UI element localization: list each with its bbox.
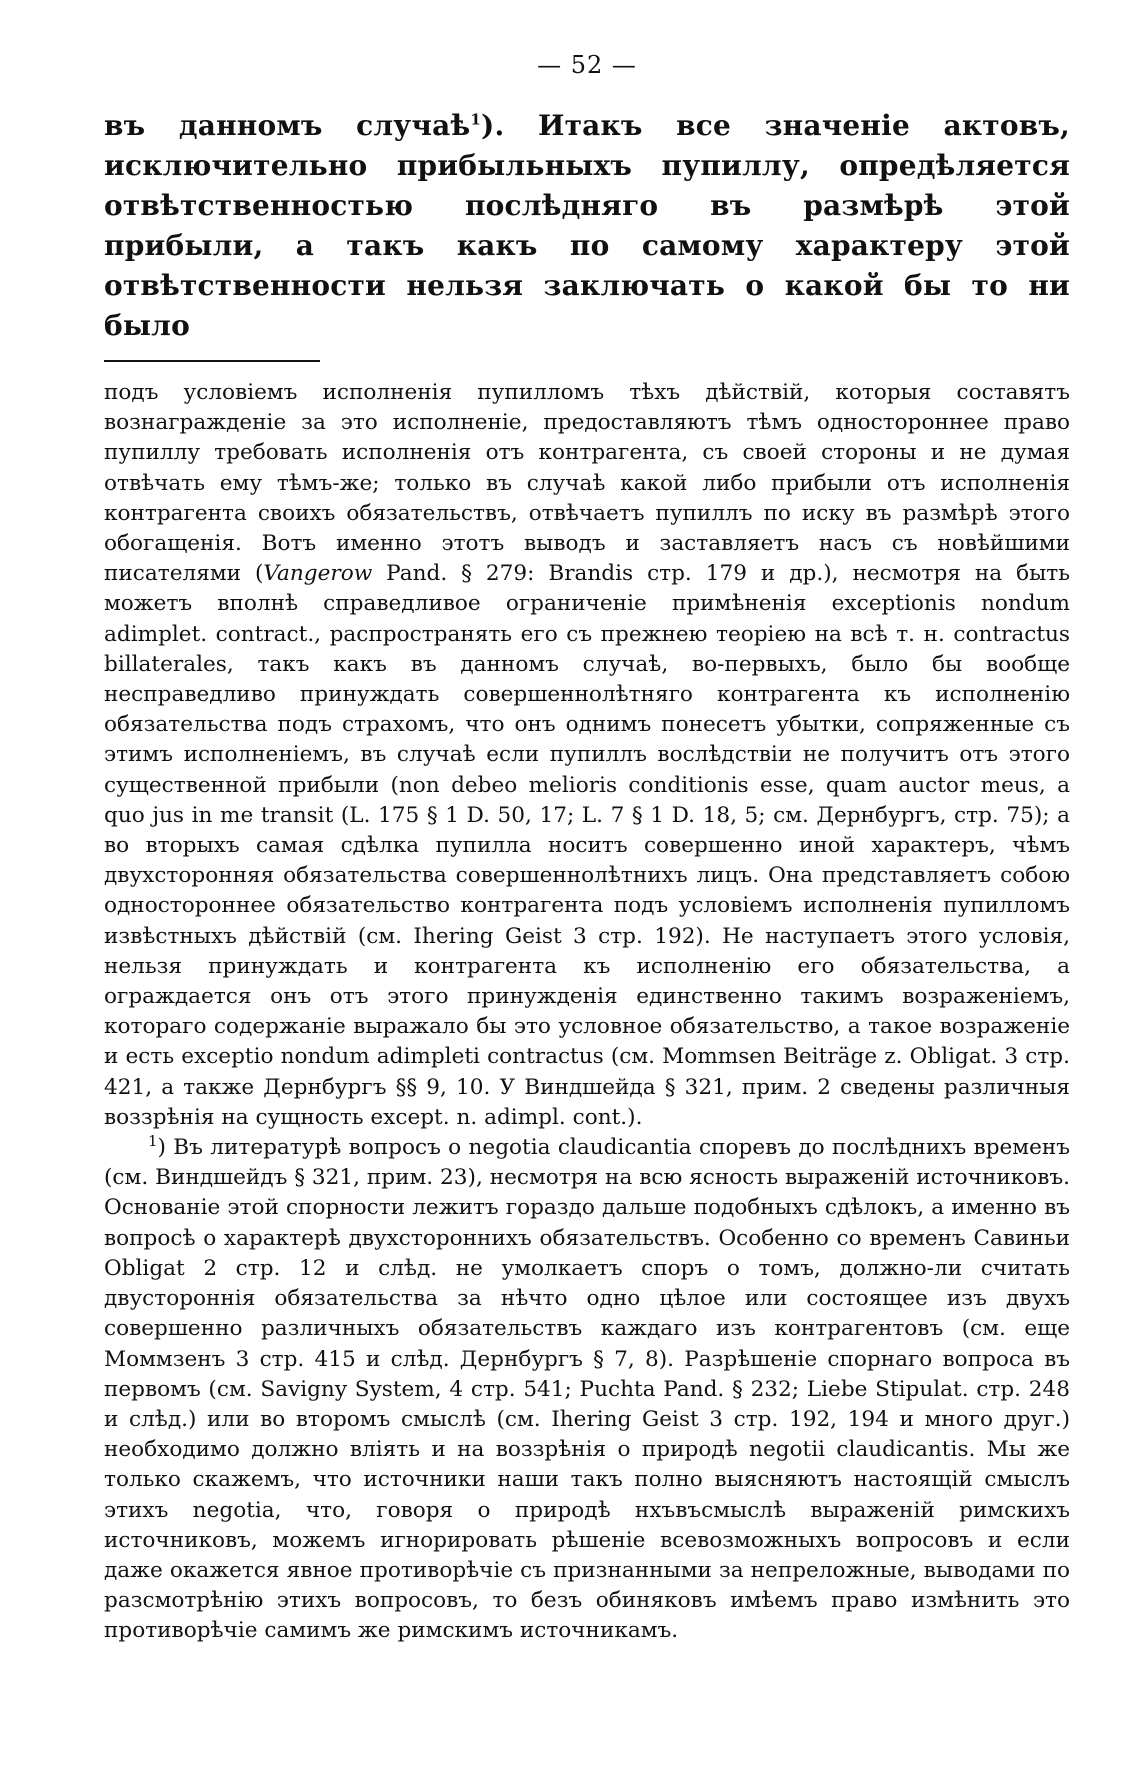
main-text-paragraph (104, 106, 1070, 346)
continued-footnote-italic-author: Vangerow (263, 561, 373, 587)
footnote-1-text: ) Въ литературѣ вопросъ о negotia claudicantia споревъ до послѣднихъ временъ (см. Виндшейдъ § 321, прим. 23), несмотря на всю ясность выраженій источниковъ. Основаніе этой спорности лежитъ гораздо дальше подобныхъ сдѣлокъ, а именно въ вопросѣ о характерѣ двухстороннихъ обязательствъ. Особенно со временъ Савиньи Obligat 2 стр. 12 и слѣд. не умолкаетъ споръ о томъ, должно-ли считать двустороннія обязательства за нѣчто одно цѣлое или состоящее изъ двухъ совершенно различныхъ обязательствъ каждаго изъ контрагентовъ (см. еще Моммзенъ 3 стр. 415 и слѣд. Дернбургъ § 7, 8). Разрѣшеніе спорнаго вопроса въ первомъ (см. Savigny System, 4 стр. 541; Puchta Pand. § 232; Liebe Stipulat. стр. 248 и слѣд.) или во второмъ смыслѣ (см. Ihering Geist 3 стр. 192, 194 и много друг.) необходимо должно вліять и на воззрѣнія о природѣ negotii claudicantis. Мы же только скажемъ, что источники наши такъ полно выясняютъ настоящій смыслъ этихъ negotia, что, говоря о природѣ нхъвъсмыслѣ выраженій римскихъ источниковъ, можемъ игнорировать рѣшеніе всевозможныхъ вопросовъ и если даже окажется явное противорѣчіе съ признанными за непреложные, выводами по разсмотрѣнію этихъ вопросовъ, то безъ обиняковъ имѣемъ право измѣнить это противорѣчіе самимъ же римскимъ источникамъ. (104, 1135, 1070, 1644)
page-number: — 52 — (537, 51, 637, 79)
continued-footnote (104, 378, 1070, 1133)
continued-footnote-part-1: подъ условіемъ исполненія пупилломъ тѣхъ дѣйствій, которыя составятъ вознагражденіе за это исполненіе, предоставляютъ тѣмъ одностороннее право пупиллу требовать исполненія отъ контрагента, съ своей стороны и не думая отвѣчать ему тѣмъ-же; только въ случаѣ какой либо прибыли отъ исполненія контрагента своихъ обязательствъ, отвѣчаетъ пупиллъ по иску въ размѣрѣ этого обогащенія. Вотъ именно этотъ выводъ и заставляетъ насъ съ новѣйшими писателями ( (104, 380, 1070, 587)
footnote-separator-rule (104, 360, 320, 362)
footnote-1 (104, 1133, 1070, 1646)
footnote-reference-marker: 1 (470, 110, 481, 129)
footnote-1-marker: 1 (148, 1131, 158, 1150)
main-text-end: ). Итакъ все значеніе актовъ, исключительно прибыльныхъ пупиллу, опредѣляется отвѣтственностью послѣдняго въ размѣрѣ этой прибыли, а такъ какъ по самому характеру этой отвѣтственности нельзя заключать о какой бы то ни было (104, 109, 1070, 342)
main-text-start: въ данномъ случаѣ (104, 109, 471, 142)
continued-footnote-part-2: Pand. § 279: Brandis стр. 179 и др.), несмотря на быть можетъ вполнѣ справедливое ограниченіе примѣненія exceptionis nondum adimplet. contract., распространять его съ прежнею теоріею на всѣ т. н. contractus billaterales, такъ какъ въ данномъ случаѣ, во-первыхъ, было бы вообще несправедливо принуждать совершеннолѣтняго контрагента къ исполненію обязательства подъ страхомъ, что онъ однимъ понесетъ убытки, сопряженные съ этимъ исполненіемъ, въ случаѣ если пупиллъ вослѣдствіи не получитъ отъ этого существенной прибыли (non debeo melioris conditionis esse, quam auctor meus, a quo jus in me transit (L. 175 § 1 D. 50, 17; L. 7 § 1 D. 18, 5; см. Дернбургъ, стр. 75); а во вторыхъ самая сдѣлка пупилла носитъ совершенно иной характеръ, чѣмъ двухсторонняя обязательства совершеннолѣтнихъ лицъ. Она представляетъ собою одностороннее обязательство контрагента подъ условіемъ исполненія пупилломъ извѣстныхъ дѣйствій (см. Ihering Geist 3 стр. 192). Не наступаетъ этого условія, нельзя принуждать и контрагента къ исполненію его обязательства, а ограждается онъ отъ этого принужденія единственно такимъ возраженіемъ, котораго содержаніе выражало бы это условное обязательство, а такое возраженіе и есть exceptio nondum adimpleti contractus (см. Mommsen Beiträge z. Obligat. 3 стр. 421, а также Дернбургъ §§ 9, 10. У Виндшейда § 321, прим. 2 сведены различныя воззрѣнія на сущность except. n. adimpl. cont.). (104, 561, 1070, 1130)
